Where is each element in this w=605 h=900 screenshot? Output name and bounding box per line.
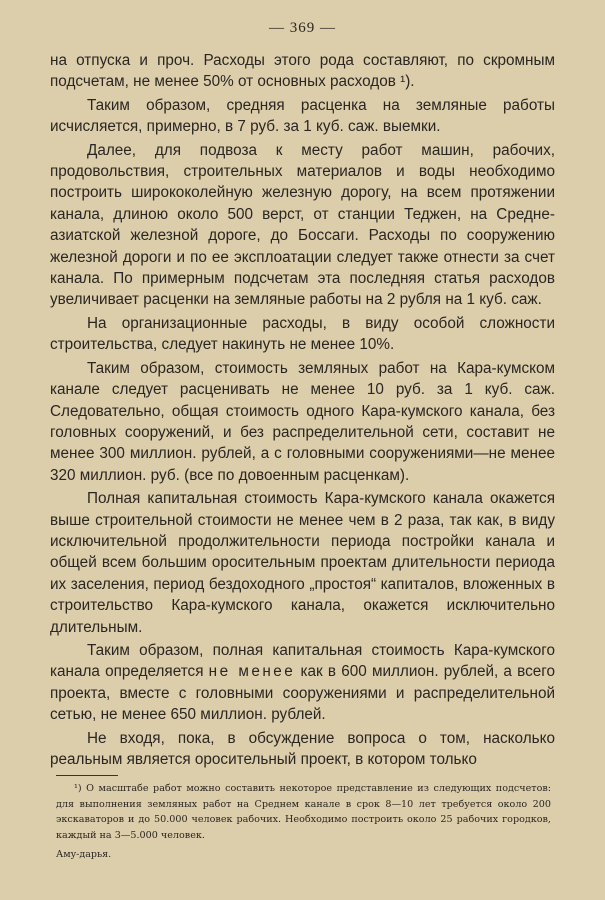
paragraph-railway: Далее, для подвоза к месту работ машин, рабочих, продовольствия, строительных материалов и воды необходимо построить ширококолейную железную дорогу, на всем протяжении канала, длиною около 500 верст, от станции Теджен, на Средне-азиатской железной дороге, до Боссаги. Расходы по сооружению железной дороги и по ее эксплоатации следует также отнести за счет канала. По примерным подсчетам эта последняя статья расходов увеличивает расценки на земляные работы на 2 рубля на 1 куб. саж. bbox=[50, 141, 555, 309]
total-cost-text-before: Таким образом, полная капитальная стоимость Кара-кумского канала определяется bbox=[50, 641, 555, 681]
footnote-divider bbox=[56, 775, 118, 776]
paragraph-total-cost bbox=[50, 640, 555, 726]
emphasis-not-less: не менее bbox=[208, 663, 296, 681]
body-text bbox=[50, 50, 555, 770]
paragraph-continuation: на отпуска и проч. Расходы этого рода составляют, по скромным подсчетам, не менее 50% от основных расходов ¹). bbox=[50, 52, 555, 91]
footnote: ¹) О масштабе работ можно составить некоторое представление из следующих подсчетов: для выполнения земляных работ на Среднем канале в срок 8—10 лет требуется около 200 экскаваторов и до 50.000 человек рабочих. Необходимо построить около 25 рабочих городков, каждый на 3—5.000 человек. bbox=[56, 783, 551, 841]
paragraph-earthwork-cost: Таким образом, стоимость земляных работ на Кара-кумском канале следует расценивать не менее 10 руб. за 1 куб. саж. Следовательно, общая стоимость одного Кара-кумского канала, без головных сооружений, и без распределительной сети, составит не менее 300 миллион. рублей, а с головными сооружениями—не менее 320 миллион. руб. (все по довоенным расценкам). bbox=[50, 359, 555, 484]
paragraph-organizational-costs: На организационные расходы, в виду особой сложности строительства, следует накинуть не менее 10%. bbox=[50, 314, 555, 354]
total-cost-text-after: как в 600 миллион. рублей, а всего проекта, вместе с головными сооружениями и распределительной сетью, не менее 650 миллион. рублей. bbox=[50, 663, 555, 724]
paragraph-irrigation-project: Не входя, пока, в обсуждение вопроса о том, насколько реальным является оросительный проект, в котором только bbox=[50, 729, 555, 768]
page-number: — 369 — bbox=[269, 20, 336, 36]
paragraph-capital-cost: Полная капитальная стоимость Кара-кумского канала окажется выше строительной стоимости не менее чем в 2 раза, так как, в виду исключительной продолжительности периода постройки канала и общей всем большим оросительным проектам длительности периода их заселения, период бездоходного „простоя“ капиталов, вложенных в строительство Кара-кумского канала, окажется исключительно длительным. bbox=[50, 490, 555, 636]
signature-mark: Аму-дарья. bbox=[56, 849, 112, 860]
paragraph-average-rate: Таким образом, средняя расценка на земляные работы исчисляется, примерно, в 7 руб. за 1 куб. саж. выемки. bbox=[50, 96, 555, 136]
